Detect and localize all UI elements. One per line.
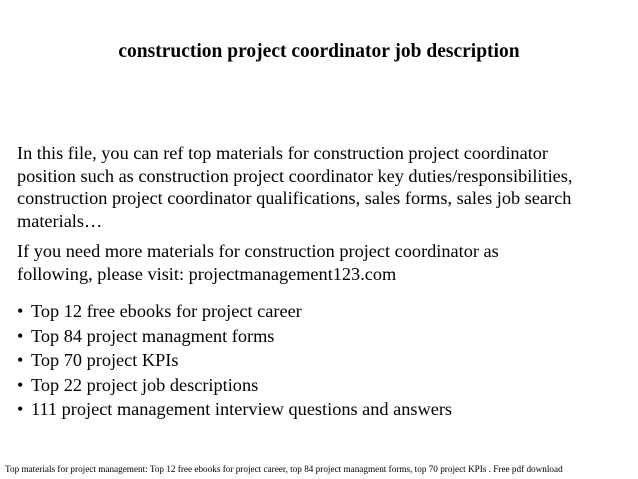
list-item — [17, 348, 625, 373]
list-item — [17, 324, 625, 349]
list-item — [17, 373, 625, 398]
intro-line: In this file, you can ref top materials for construction project coordinator — [17, 143, 548, 163]
more-line: following, please visit: projectmanagement123.com — [17, 263, 397, 284]
list-item — [17, 299, 625, 324]
intro-paragraph — [17, 142, 625, 232]
list-item-label: Top 84 project managment forms — [31, 325, 275, 346]
bullet-icon: • — [17, 350, 24, 370]
intro-line: construction project coordinator qualifications, sales forms, sales job search — [17, 188, 572, 208]
bullet-icon: • — [17, 325, 24, 346]
intro-line: materials… — [17, 210, 103, 231]
bullet-icon: • — [17, 301, 24, 321]
list-item-label: Top 70 project KPIs — [31, 350, 179, 370]
more-materials-paragraph — [17, 240, 625, 285]
list-item-label: 111 project management interview questions and answers — [31, 399, 453, 419]
intro-line: position such as construction project coordinator key duties/responsibilities, — [17, 165, 573, 186]
list-item — [17, 397, 625, 422]
page-title: construction project coordinator job description — [118, 41, 520, 62]
more-line: If you need more materials for construction project coordinator as — [17, 241, 499, 261]
footer-text: Top materials for project management: Top 12 free ebooks for project career, top 84 project managment forms, top 70 project KPIs . Free pdf download — [5, 464, 563, 474]
list-item-label: Top 22 project job descriptions — [31, 374, 259, 395]
bullet-icon: • — [17, 374, 24, 395]
bullet-icon: • — [17, 399, 24, 419]
list-item-label: Top 12 free ebooks for project career — [31, 301, 302, 321]
materials-bullet-list — [17, 299, 625, 422]
